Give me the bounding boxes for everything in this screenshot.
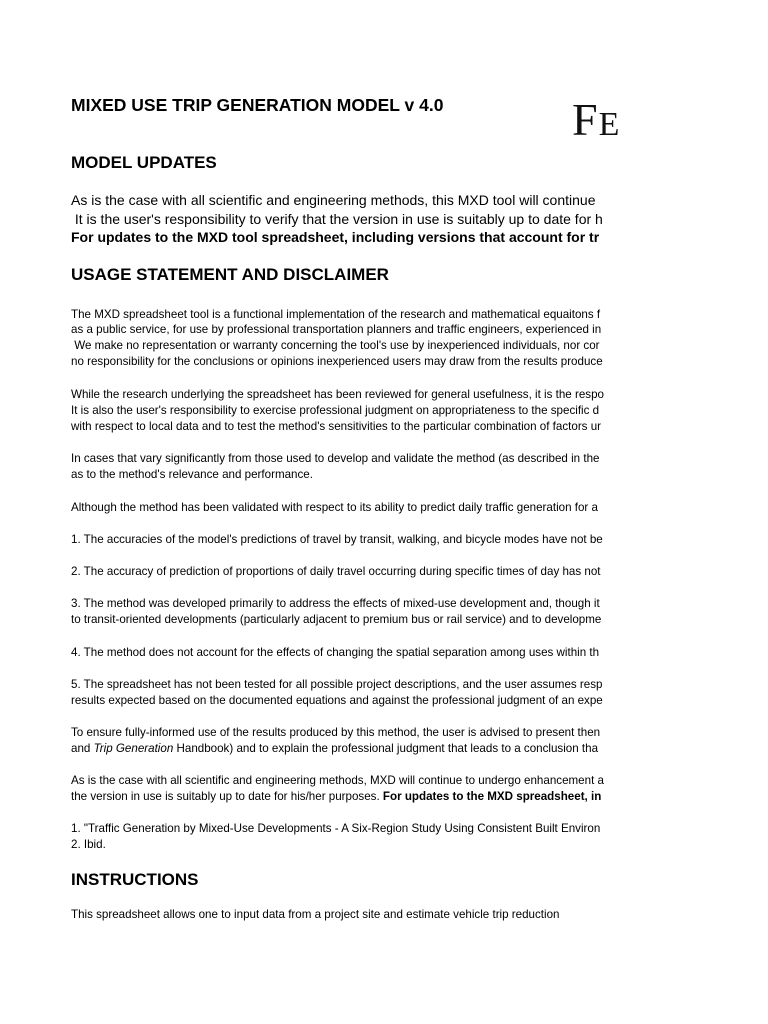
usage-item-3-line-2: to transit-oriented developments (particularly adjacent to premium bus or rail service) and to developme xyxy=(71,613,602,626)
usage-p1-line-1: The MXD spreadsheet tool is a functional implementation of the research and mathematical equaitons f xyxy=(71,308,601,321)
model-updates-heading: MODEL UPDATES xyxy=(71,153,217,172)
usage-heading: USAGE STATEMENT AND DISCLAIMER xyxy=(71,265,389,284)
usage-p1-line-4: no responsibility for the conclusions or opinions inexperienced users may draw from the results produce xyxy=(71,355,603,368)
document-title: MIXED USE TRIP GENERATION MODEL v 4.0 xyxy=(71,95,444,115)
footnote-1: 1. "Traffic Generation by Mixed-Use Developments - A Six-Region Study Using Consistent Built Environ xyxy=(71,822,601,835)
usage-p5-line-2-start: and xyxy=(71,742,94,755)
usage-item-4: 4. The method does not account for the effects of changing the spatial separation among uses within th xyxy=(71,646,600,659)
usage-p6-line-2 xyxy=(71,791,601,803)
instructions-text: This spreadsheet allows one to input data from a project site and estimate vehicle trip reduction xyxy=(71,908,560,921)
usage-item-2: 2. The accuracy of prediction of proportions of daily travel occurring during specific times of day has not xyxy=(71,565,601,578)
model-updates-line-1: As is the case with all scientific and engineering methods, this MXD tool will continue xyxy=(71,192,596,208)
footnote-2: 2. Ibid. xyxy=(71,838,106,851)
usage-p1-line-3: We make no representation or warranty concerning the tool's use by inexperienced individuals, nor cor xyxy=(71,339,600,352)
instructions-heading: INSTRUCTIONS xyxy=(71,870,199,889)
usage-item-5-line-1: 5. The spreadsheet has not been tested for all possible project descriptions, and the user assumes resp xyxy=(71,678,603,691)
usage-item-3-line-1: 3. The method was developed primarily to address the effects of mixed-use development and, though it xyxy=(71,597,600,610)
usage-p5-line-1: To ensure fully-informed use of the results produced by this method, the user is advised to present then xyxy=(71,726,601,739)
usage-p2-line-3: with respect to local data and to test the method's sensitivities to the particular combination of factors ur xyxy=(71,420,602,433)
usage-p4: Although the method has been validated with respect to its ability to predict daily traffic generation for a xyxy=(71,501,598,514)
usage-p3-line-1: In cases that vary significantly from those used to develop and validate the method (as described in the xyxy=(71,452,600,465)
usage-p2-line-2: It is also the user's responsibility to exercise professional judgment on appropriateness to the specific d xyxy=(71,404,600,417)
usage-item-5-line-2: results expected based on the documented equations and against the professional judgment of an expe xyxy=(71,694,603,707)
logo-text: FE xyxy=(572,94,621,145)
usage-p3-line-2: as to the method's relevance and performance. xyxy=(71,468,313,481)
usage-p5-line-2-end: Handbook) and to explain the professional judgment that leads to a conclusion tha xyxy=(173,742,599,755)
usage-p1-line-2: as a public service, for use by professional transportation planners and traffic engineers, experienced in xyxy=(71,323,602,336)
usage-p2-line-1: While the research underlying the spreadsheet has been reviewed for general usefulness, it is the respo xyxy=(71,388,604,401)
usage-item-1: 1. The accuracies of the model's predictions of travel by transit, walking, and bicycle modes have not be xyxy=(71,533,603,546)
model-updates-bold-line: For updates to the MXD tool spreadsheet, including versions that account for tr xyxy=(71,229,600,245)
usage-p6-updates-bold: For updates to the MXD spreadsheet, in xyxy=(382,790,602,803)
usage-p6-line-2-start: the version in use is suitably up to date for his/her purposes. xyxy=(71,790,383,803)
model-updates-line-2: It is the user's responsibility to verify that the version in use is suitably up to date for h xyxy=(71,211,603,227)
usage-p5-line-2 xyxy=(71,743,598,755)
usage-p6-line-1: As is the case with all scientific and engineering methods, MXD will continue to undergo enhancement a xyxy=(71,774,604,787)
trip-generation-title: Trip Generation xyxy=(93,742,174,755)
